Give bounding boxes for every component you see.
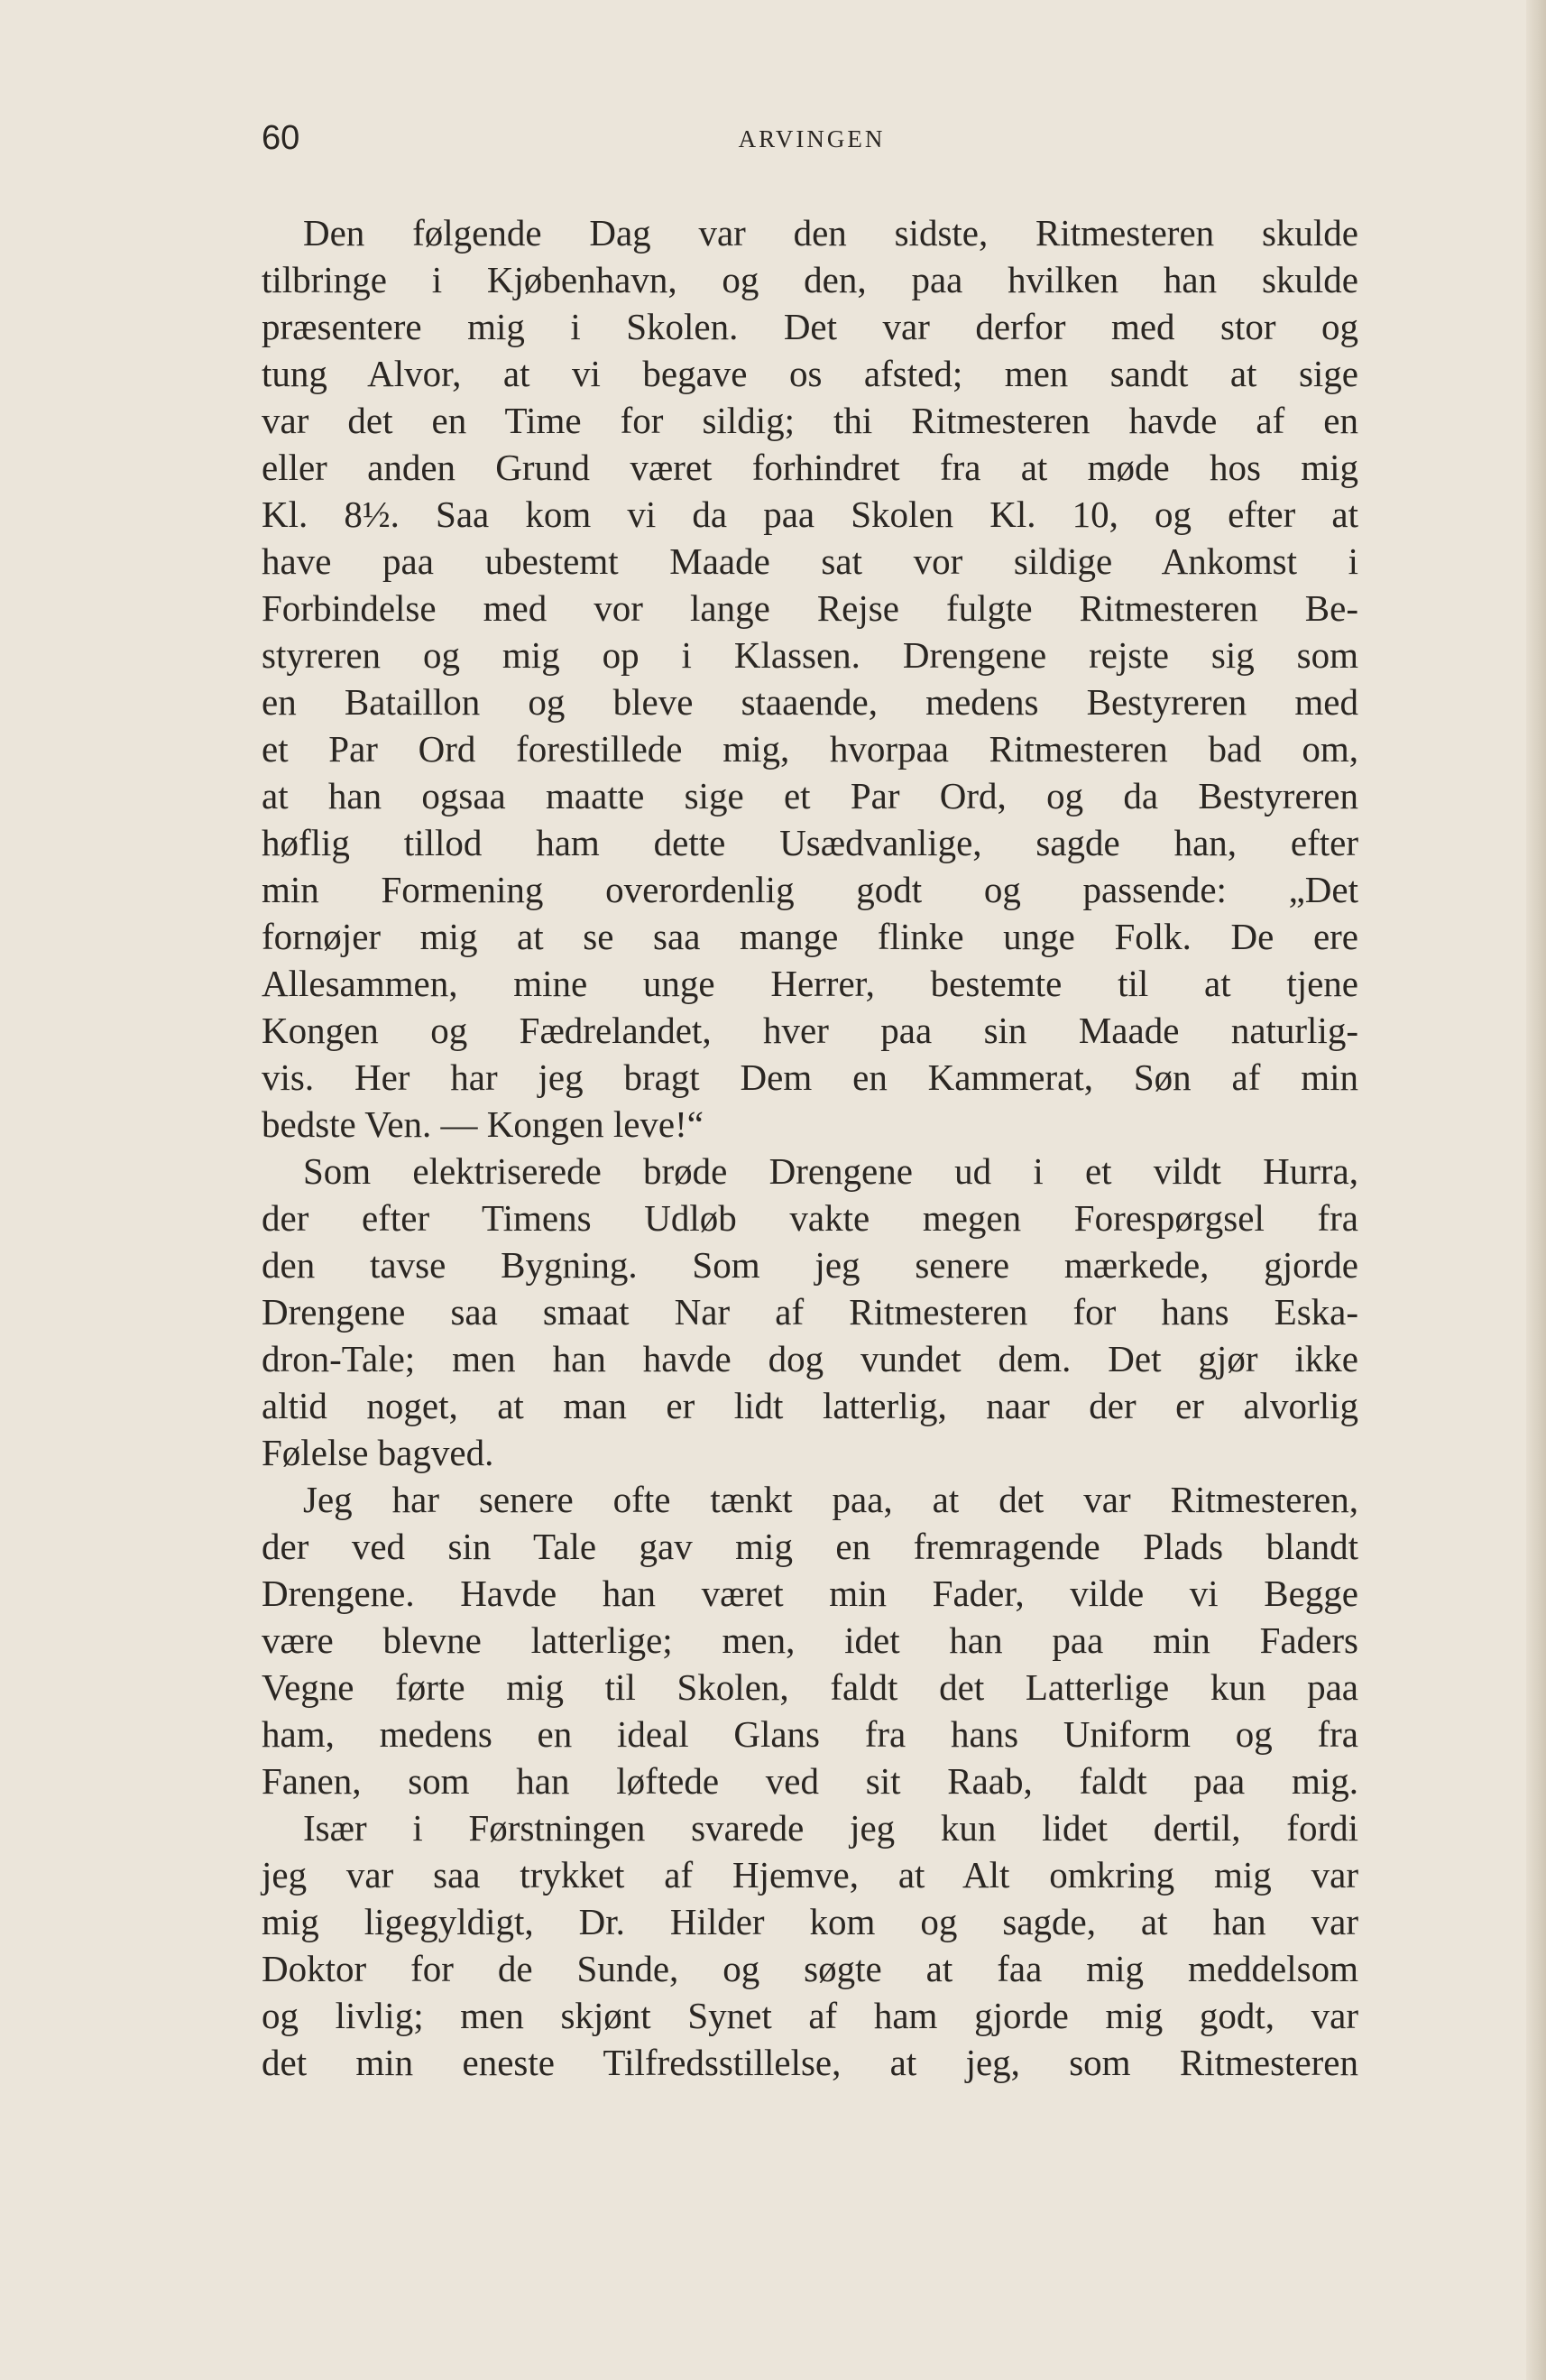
text-line: Drengene. Havde han været min Fader, vilde vi Begge [262, 1573, 1358, 1614]
text-line: tung Alvor, at vi begave os afsted; men sandt at sige [262, 353, 1358, 394]
text-line: Den følgende Dag var den sidste, Ritmesteren skulde [303, 212, 1358, 254]
text-line: Jeg har senere ofte tænkt paa, at det var Ritmesteren, [303, 1479, 1358, 1520]
text-line: høflig tillod ham dette Usædvanlige, sagde han, efter [262, 822, 1358, 863]
text-line: Drengene saa smaat Nar af Ritmesteren for hans Eska- [262, 1291, 1358, 1333]
text-line: Som elektriserede brøde Drengene ud i et vildt Hurra, [303, 1150, 1358, 1192]
body-text [262, 209, 1358, 2086]
text-line: mig ligegyldigt, Dr. Hilder kom og sagde, at han var [262, 1901, 1358, 1942]
text-line: Især i Førstningen svarede jeg kun lidet dertil, fordi [303, 1807, 1358, 1849]
text-line: Kongen og Fædrelandet, hver paa sin Maade naturlig- [262, 1010, 1358, 1051]
text-line: det min eneste Tilfredsstillelse, at jeg, som Ritmesteren [262, 2042, 1358, 2083]
text-line: Fanen, som han løftede ved sit Raab, faldt paa mig. [262, 1760, 1358, 1802]
text-line: at han ogsaa maatte sige et Par Ord, og da Bestyreren [262, 775, 1358, 816]
running-title: ARVINGEN [738, 125, 886, 152]
text-line: tilbringe i Kjøbenhavn, og den, paa hvilken han skulde [262, 259, 1358, 300]
text-line: bedste Ven. — Kongen leve!“ [262, 1103, 704, 1145]
text-line: og livlig; men skjønt Synet af ham gjorde mig godt, var [262, 1995, 1358, 2036]
text-line: Følelse bagved. [262, 1432, 494, 1473]
text-line: styreren og mig op i Klassen. Drengene rejste sig som [262, 634, 1358, 676]
text-line: ham, medens en ideal Glans fra hans Uniform og fra [262, 1713, 1358, 1755]
text-line: have paa ubestemt Maade sat vor sildige Ankomst i [262, 540, 1358, 582]
text-line: et Par Ord forestillede mig, hvorpaa Ritmesteren bad om, [262, 728, 1358, 770]
text-line: Doktor for de Sunde, og søgte at faa mig meddelsom [262, 1948, 1358, 1989]
text-line: jeg var saa trykket af Hjemve, at Alt omkring mig var [262, 1854, 1358, 1896]
text-line: der ved sin Tale gav mig en fremragende Plads blandt [262, 1526, 1358, 1567]
text-line: Vegne førte mig til Skolen, faldt det Latterlige kun paa [262, 1666, 1358, 1708]
text-line: Kl. 8½. Saa kom vi da paa Skolen Kl. 10, og efter at [262, 494, 1358, 535]
text-line: min Formening overordenlig godt og passende: „Det [262, 869, 1358, 910]
text-line: vis. Her har jeg bragt Dem en Kammerat, Søn af min [262, 1056, 1358, 1098]
text-line: var det en Time for sildig; thi Ritmesteren havde af en [262, 400, 1358, 441]
text-line: altid noget, at man er lidt latterlig, naar der er alvorlig [262, 1385, 1358, 1426]
text-line: der efter Timens Udløb vakte megen Forespørgsel fra [262, 1197, 1358, 1239]
text-line: en Bataillon og bleve staaende, medens Bestyreren med [262, 681, 1358, 723]
text-line: Allesammen, mine unge Herrer, bestemte til at tjene [262, 963, 1358, 1004]
text-line: være blevne latterlige; men, idet han paa min Faders [262, 1619, 1358, 1661]
text-line: den tavse Bygning. Som jeg senere mærkede, gjorde [262, 1244, 1358, 1286]
text-line: dron-Tale; men han havde dog vundet dem. Det gjør ikke [262, 1338, 1358, 1379]
text-line: eller anden Grund været forhindret fra at møde hos mig [262, 447, 1358, 488]
page-number: 60 [262, 119, 300, 157]
text-line: fornøjer mig at se saa mange flinke unge Folk. De ere [262, 916, 1358, 957]
text-line: præsentere mig i Skolen. Det var derfor med stor og [262, 306, 1358, 347]
page-header [262, 115, 1362, 161]
page-edge-shadow [1526, 0, 1546, 2380]
text-line: Forbindelse med vor lange Rejse fulgte Ritmesteren Be- [262, 587, 1358, 629]
